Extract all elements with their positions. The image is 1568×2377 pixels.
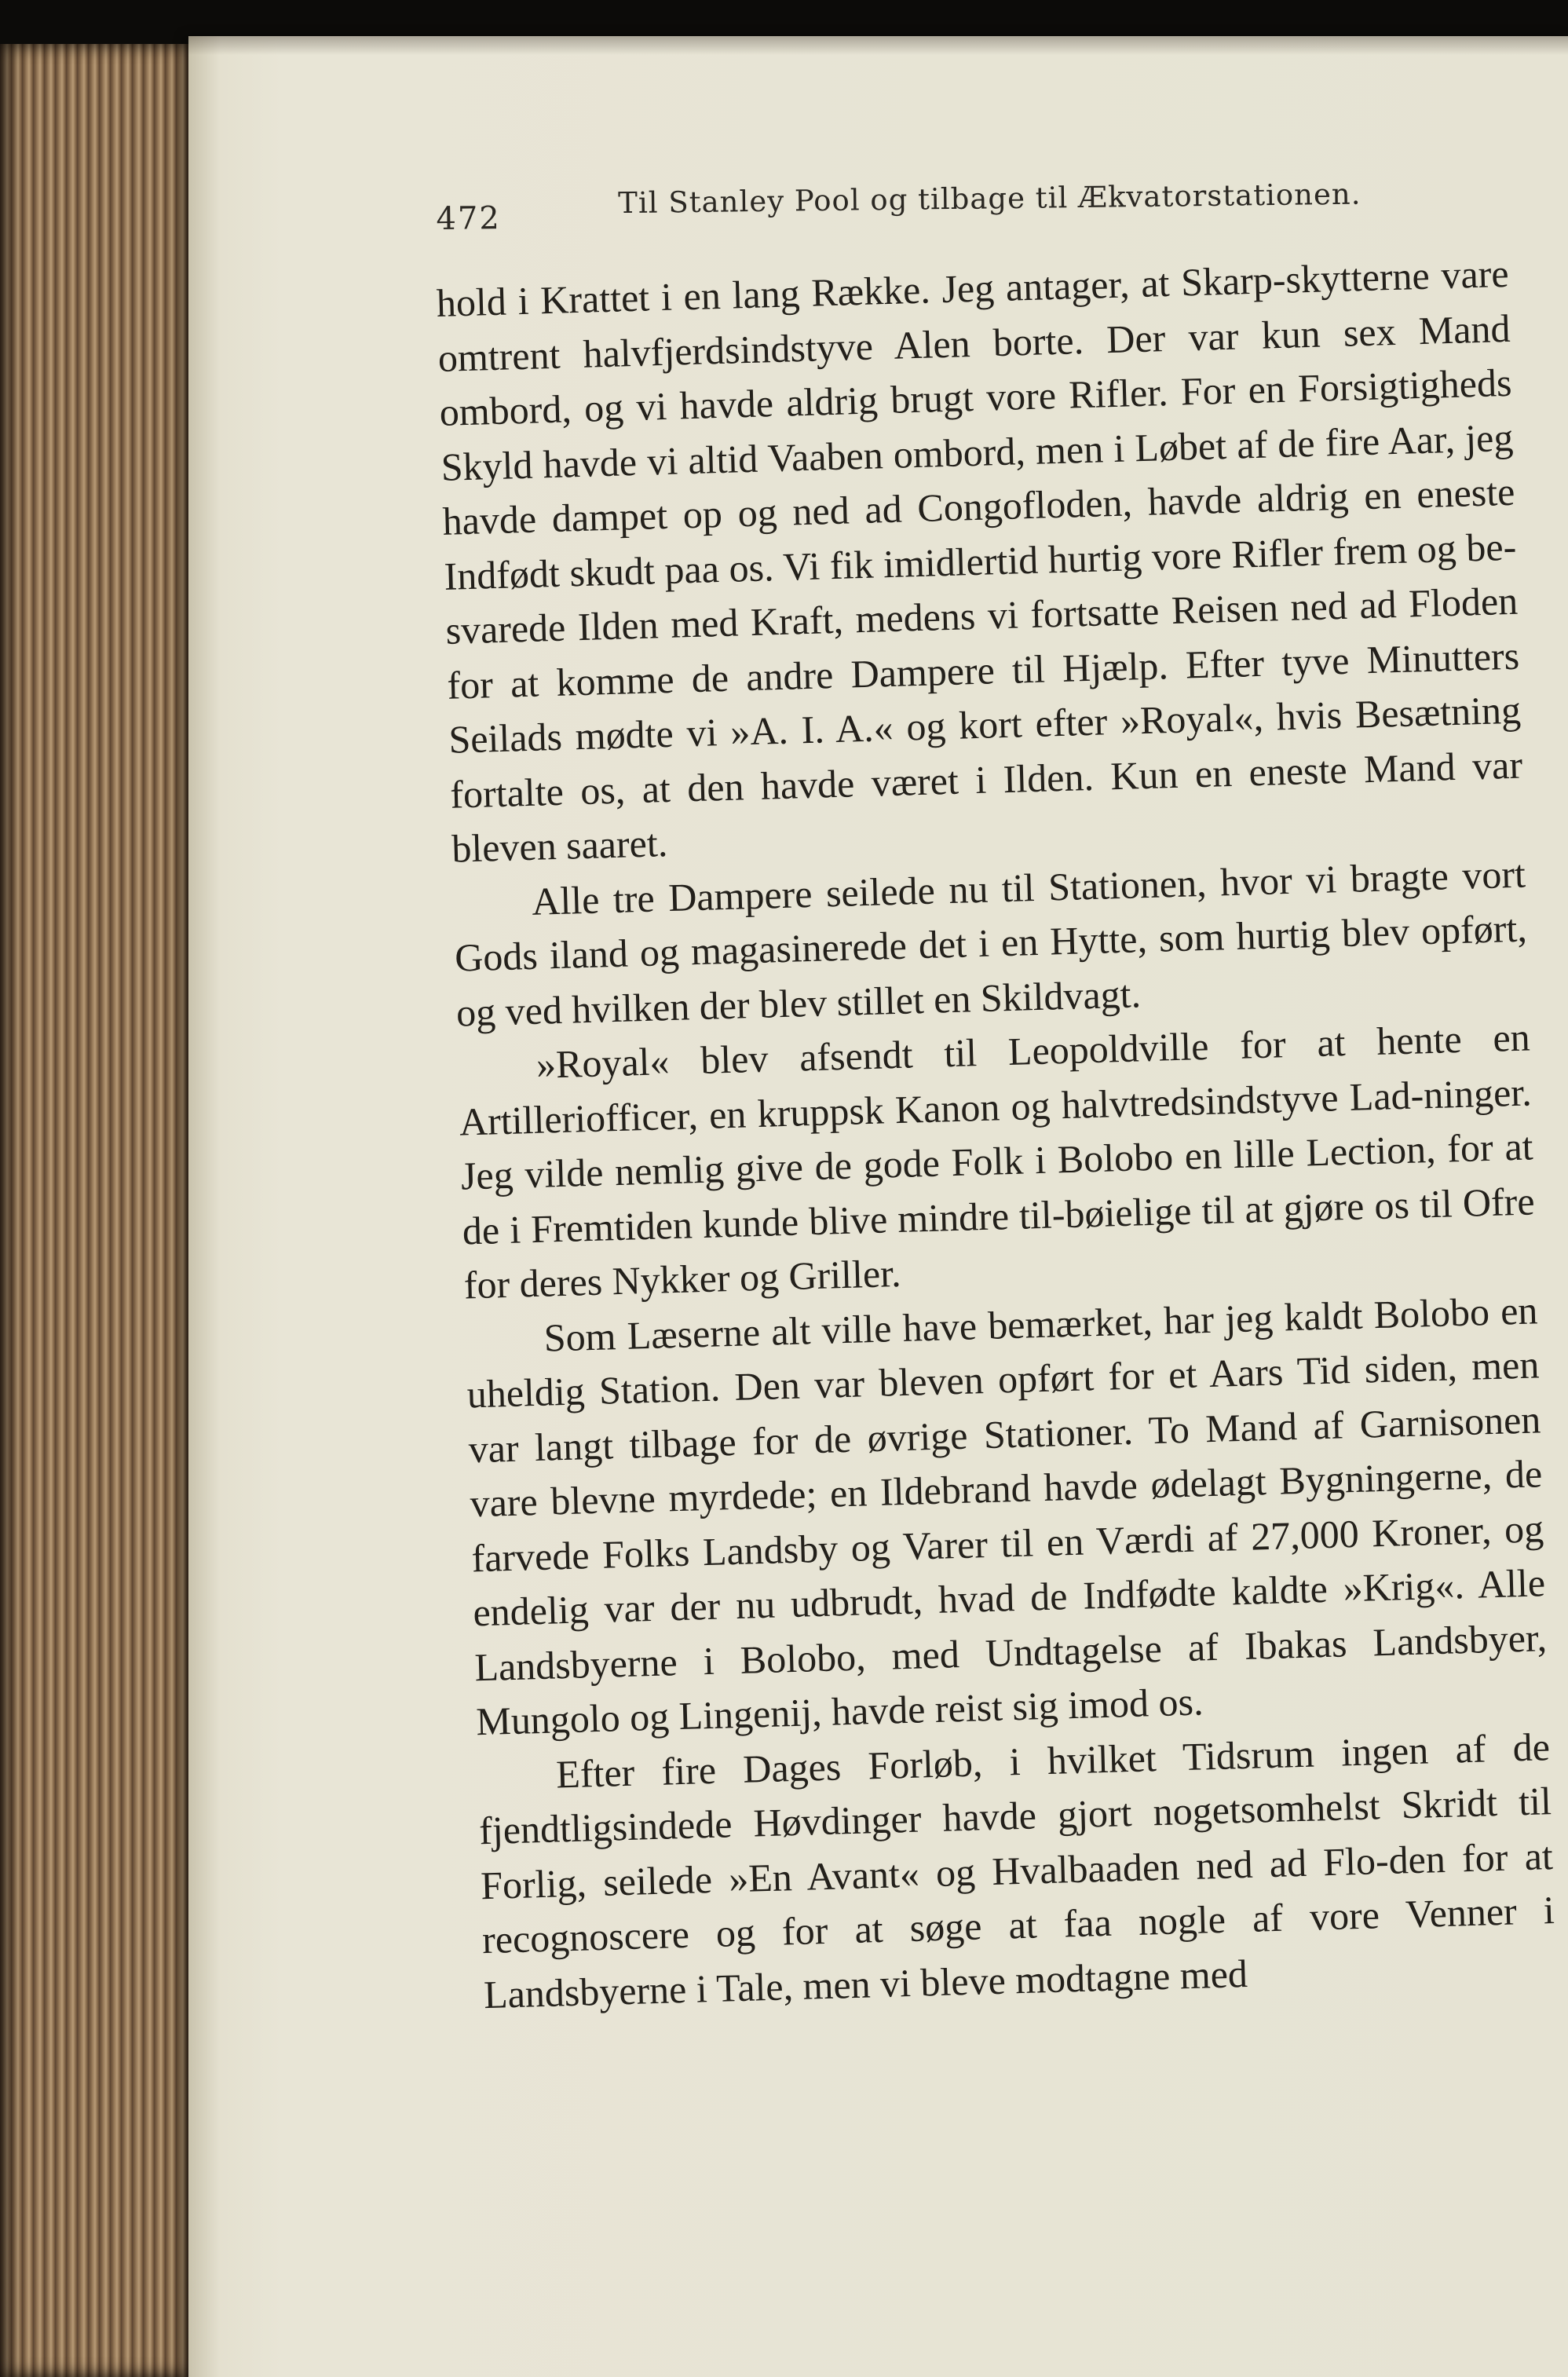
page-edges: [0, 44, 196, 2377]
paragraph: Alle tre Dampere seilede nu til Stationen, hvor vi bragte vort Gods iland og magasinerede det i en Hytte, som hurtig blev opført, og ved hvilken der blev stillet en Skildvagt.: [454, 851, 1528, 1035]
paragraph: Efter fire Dages Forløb, i hvilket Tidsrum ingen af de fjendtligsindede Høvdinger havde gjort nogetsomhelst Skridt til Forlig, seilede »En Avant« og Hvalbaaden ned ad Flo-den for at recognoscere og for at søge at faa nogle af vore Venner i Landsbyerne i Tale, men vi bleve modtagne med: [478, 1724, 1555, 2017]
paragraph: »Royal« blev afsendt til Leopoldville for at hente en Artilleriofficer, en kruppsk Kanon og halvtredsindstyve Lad-ninger. Jeg vilde nemlig give de gode Folk i Bolobo en lille Lection, for at de i Fremtiden kunde blive mindre til-bøielige til at gjøre os til Ofre for deres Nykker og Griller.: [459, 1015, 1536, 1307]
paragraph: Som Læserne alt ville have bemærket, har jeg kaldt Bolobo en uheldig Station. Den var bleven opført for et Aars Tid siden, men var langt tilbage for de øvrige Stationer. To Mand af Garnisonen vare blevne myrdede; en Ildebrand havde ødelagt Bygningerne, de farvede Folks Landsby og Varer til en Værdi af 27,000 Kroner, og endelig var der nu udbrudt, hvad de Indfødte kaldte »Krig«. Alle Landsbyerne i Bolobo, med Undtagelse af Ibakas Landsbyer, Mungolo og Lingenij, havde reist sig imod os.: [466, 1287, 1548, 1744]
page-top-shadow: [188, 36, 1568, 55]
paragraph: hold i Krattet i en lang Række. Jeg antager, at Skarp-skytterne vare omtrent halvfjerdsindstyve Alen borte. Der var kun sex Mand ombord, og vi havde aldrig brugt vore Rifler. For en Forsigtigheds Skyld havde vi altid Vaaben ombord, men i Løbet af de fire Aar, jeg havde dampet op og ned ad Congofloden, havde aldrig en eneste Indfødt skudt paa os. Vi fik imidlertid hurtig vore Rifler frem og be-svarede Ilden med Kraft, medens vi fortsatte Reisen ned ad Floden for at komme de andre Dampere til Hjælp. Efter tyve Minutters Seilads mødte vi »A. I. A.« og kort efter »Royal«, hvis Besætning fortalte os, at den havde været i Ilden. Kun en eneste Mand var bleven saaret.: [436, 250, 1523, 871]
page-number: 472: [436, 199, 502, 237]
running-header: [436, 174, 1528, 250]
body-text: [436, 247, 1557, 2022]
running-title: Til Stanley Pool og tilbage til Ækvatorstationen.: [618, 177, 1361, 221]
